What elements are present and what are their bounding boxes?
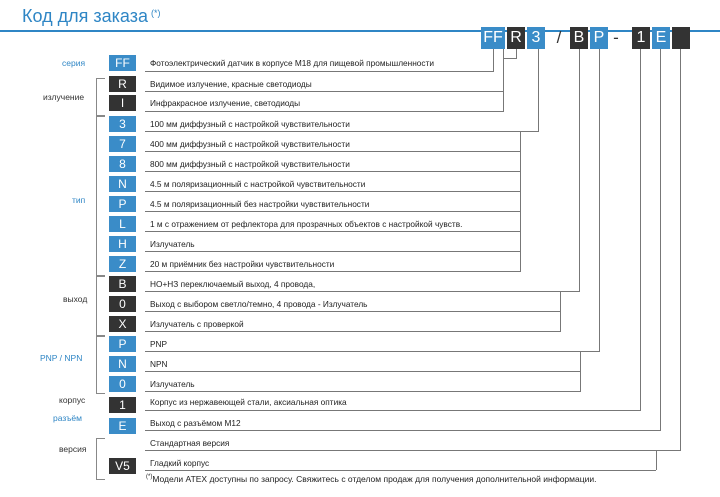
desc-3: 100 мм диффузный с настройкой чувствительности (150, 119, 350, 129)
footnote-mark: (*) (146, 474, 153, 481)
leader-emission-r (145, 91, 503, 92)
leader-version-v5 (145, 470, 656, 471)
page-title: Код для заказа (*) (22, 6, 161, 26)
code-box-3: 3 (109, 116, 136, 132)
code-box-z: Z (109, 256, 136, 272)
code-box-n: N (109, 176, 136, 192)
code-connector: E (652, 27, 670, 49)
desc-ff: Фотоэлектрический датчик в корпусе M18 для пищевой промышленности (150, 58, 435, 68)
desc-r: Видимое излучение, красные светодиоды (150, 79, 312, 89)
leader-output-b (145, 291, 579, 292)
leader-emitter (145, 391, 580, 392)
desc-0-emitter: Излучатель (150, 379, 195, 389)
code-output: B (570, 27, 588, 49)
desc-i: Инфракрасное излучение, светодиоды (150, 98, 301, 108)
group-label-output: выход (63, 294, 88, 304)
leader-housing (145, 410, 640, 411)
code-box-b: B (109, 276, 136, 292)
leader-series (145, 71, 493, 72)
leader-type-h (145, 251, 520, 252)
leader-series-drop (493, 49, 494, 72)
pnp-npn-bracket (96, 336, 105, 394)
version-bracket (96, 438, 105, 480)
group-label-type: тип (72, 195, 86, 205)
leader-type-l (145, 231, 520, 232)
leader-pnp-drop (599, 49, 600, 352)
group-label-housing: корпус (59, 395, 86, 405)
code-box-7: 7 (109, 136, 136, 152)
leader-connector-drop (660, 49, 661, 431)
desc-x: Излучатель с проверкой (150, 319, 244, 329)
leader-version-standard (145, 450, 680, 451)
leader-pnp-spine (580, 351, 581, 392)
desc-v5: Гладкий корпус (150, 458, 210, 468)
desc-7: 400 мм диффузный с настройкой чувствительности (150, 139, 350, 149)
leader-pnp (145, 351, 599, 352)
title-footnote-mark: (*) (150, 8, 161, 18)
group-label-connector: разъём (53, 413, 82, 423)
code-emission: R (507, 27, 525, 49)
code-box-i: I (109, 95, 136, 111)
footnote-text: Модели ATEX доступны по запросу. Свяжитесь с отделом продаж для получения дополнительной информации. (152, 474, 597, 484)
code-box-r: R (109, 76, 136, 92)
leader-type-3 (145, 131, 538, 132)
desc-pnp: PNP (150, 339, 168, 349)
leader-type-7 (145, 151, 520, 152)
code-series: FF (481, 27, 505, 49)
group-label-series: серия (62, 58, 86, 68)
emission-bracket (96, 78, 105, 116)
desc-b: НО+НЗ переключаемый выход, 4 провода, (150, 279, 316, 289)
code-box-0-emitter: 0 (109, 376, 136, 392)
desc-n: 4.5 м поляризационный с настройкой чувствительности (150, 179, 366, 189)
leader-housing-drop (640, 49, 641, 411)
leader-type-drop (538, 49, 539, 132)
leader-type-p (145, 211, 520, 212)
leader-type-spine (520, 131, 521, 272)
leader-type-n (145, 191, 520, 192)
group-label-emission: излучение (43, 92, 85, 102)
leader-output-drop (579, 49, 580, 292)
desc-e: Выход с разъёмом M12 (150, 418, 241, 428)
desc-0-output: Выход с выбором светло/темно, 4 провода - Излучатель (150, 299, 368, 309)
desc-z: 20 м приёмник без настройки чувствительности (150, 259, 335, 269)
desc-1: Корпус из нержавеющей стали, аксиальная оптика (150, 397, 347, 407)
leader-type-8 (145, 171, 520, 172)
group-label-version: версия (59, 444, 87, 454)
code-dash: - (613, 28, 619, 47)
code-box-1: 1 (109, 397, 136, 413)
code-version (672, 27, 690, 49)
code-slash: / (556, 28, 562, 47)
code-box-l: L (109, 216, 136, 232)
leader-npn (145, 371, 580, 372)
leader-output-0 (145, 311, 560, 312)
code-box-pnp: P (109, 336, 136, 352)
code-box-v5: V5 (109, 458, 136, 474)
leader-output-x (145, 331, 560, 332)
code-housing: 1 (632, 27, 650, 49)
leader-connector (145, 430, 660, 431)
code-pnp-npn: P (590, 27, 608, 49)
leader-emission-up (516, 49, 517, 59)
group-label-pnp-npn: PNP / NPN (40, 353, 83, 363)
type-bracket (96, 116, 105, 276)
leader-version-drop (680, 49, 681, 451)
code-box-p: P (109, 196, 136, 212)
leader-type-z (145, 271, 520, 272)
code-box-e: E (109, 418, 136, 434)
desc-npn: NPN (150, 359, 168, 369)
desc-8: 800 мм диффузный с настройкой чувствительности (150, 159, 350, 169)
desc-h: Излучатель (150, 239, 195, 249)
code-box-ff: FF (109, 55, 136, 71)
footnote (146, 474, 596, 484)
output-bracket (96, 276, 105, 336)
leader-output-spine (560, 291, 561, 332)
desc-p: 4.5 м поляризационный без настройки чувствительности (150, 199, 370, 209)
code-box-8: 8 (109, 156, 136, 172)
code-box-h: H (109, 236, 136, 252)
leader-emission-jog (503, 58, 516, 59)
code-box-npn: N (109, 356, 136, 372)
code-type: 3 (527, 27, 545, 49)
desc-standard: Стандартная версия (150, 438, 230, 448)
code-box-0-output: 0 (109, 296, 136, 312)
leader-emission-i (145, 111, 503, 112)
code-box-x: X (109, 316, 136, 332)
desc-l: 1 м с отражением от рефлектора для прозрачных объектов с настройкой чувств. (150, 219, 463, 229)
leader-version-spine (656, 450, 657, 470)
